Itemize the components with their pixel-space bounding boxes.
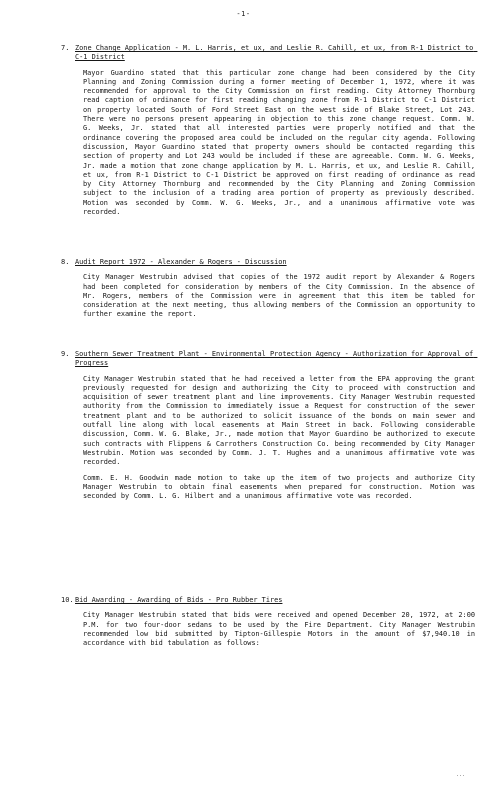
item-paragraph: Comm. E. H. Goodwin made motion to take up the item of two projects and authorize City Manager Westrubin to obtain final easements when prepared for construction. Motion was seconded by Comm. L. G. Hilbert and a unanimous affirmative vote was recorded. [83, 473, 480, 501]
page-number: -1- [236, 10, 251, 18]
item-heading: Audit Report 1972 - Alexander & Rogers - Discussion [75, 258, 287, 266]
item-heading: Zone Change Application - M. L. Harris, et ux, and Leslie R. Cahill, et ux, from R-1 District to C-1 District [75, 44, 478, 62]
agenda-item-10 [61, 596, 480, 654]
item-paragraph: City Manager Westrubin stated that he had received a letter from the EPA approving the grant previously requested for design and authorizing the City to proceed with construction and acquisition of sewer treatment plant and line improvements. City Manager Westrubin requested authority from the Commission to immediately issue a Request for construction of the sewer treatment plant and to be authorized to solicit issuance of the bonds on main sewer and outfall line along with local easements at Main Street in back. Following considerable discussion, Comm. W. G. Blake, Jr., made motion that Mayor Guardino be authorized to execute such contracts with Flippens & Carrothers Construction Co. being recommended by City Manager Westrubin. Motion was seconded by Comm. J. T. Hughes and a unanimous affirmative vote was recorded. [83, 374, 480, 467]
item-heading: Bid Awarding - Awarding of Bids - Pro Rubber Tires [75, 596, 283, 604]
item-number: 7. [61, 44, 70, 52]
agenda-item-7 [61, 44, 480, 223]
item-paragraph: City Manager Westrubin stated that bids were received and opened December 20, 1972, at 2:00 P.M. for two four-door sedans to be used by the Fire Department. City Manager Westrubin recommended low bid submitted by Tipton-Gillespie Motors in the amount of $7,940.10 in accordance with bid tabulation as follows: [83, 611, 480, 648]
item-heading: Southern Sewer Treatment Plant - Environmental Protection Agency - Authorization for Approval of Progress [75, 350, 478, 368]
item-paragraph: City Manager Westrubin advised that copies of the 1972 audit report by Alexander & Rogers had been completed for consideration by members of the City Commission. In the absence of Mr. Rogers, members of the Commission were in agreement that this item be tabled for consideration at the next meeting, thus allowing members of the Commission an opportunity to further examine the report. [83, 273, 480, 319]
item-number: 10. [61, 596, 74, 604]
item-number: 9. [61, 350, 70, 358]
item-number: 8. [61, 258, 70, 266]
agenda-item-9 [61, 350, 480, 507]
footer-mark: ... [455, 772, 465, 778]
item-paragraph: Mayor Guardino stated that this particular zone change had been considered by the City Planning and Zoning Commission during a former meeting of December 1, 1972, where it was recommended for approval to the City Commission on first reading. City Attorney Thornburg read caption of ordinance for first reading changing zone from R-1 District to C-1 District on property located South of Ford Street East on the west side of Blake Street, Lot 243. There were no persons present appearing in objection to this zone change request. Comm. W. G. Weeks, Jr. stated that all interested parties were properly notified and that the ordinance covering the proposed area could be included on the regular city agenda. Following discussion, Mayor Guardino stated that property owners should be contacted regarding this section of property and Lot 243 would be included if these are agreeable. Comm. W. G. Weeks, Jr. made a motion that zone change application by M. L. Harris, et ux, and Leslie R. Cahill, et ux, from R-1 District to C-1 District be approved on first reading of ordinance as read by City Attorney Thornburg and recommended by the City Planning and Zoning Commission subject to the inclusion of a trading area portion of property as previously described. Motion was seconded by Comm. W. G. Weeks, Jr., and a unanimous affirmative vote was recorded. [83, 68, 480, 217]
agenda-item-8 [61, 258, 480, 326]
